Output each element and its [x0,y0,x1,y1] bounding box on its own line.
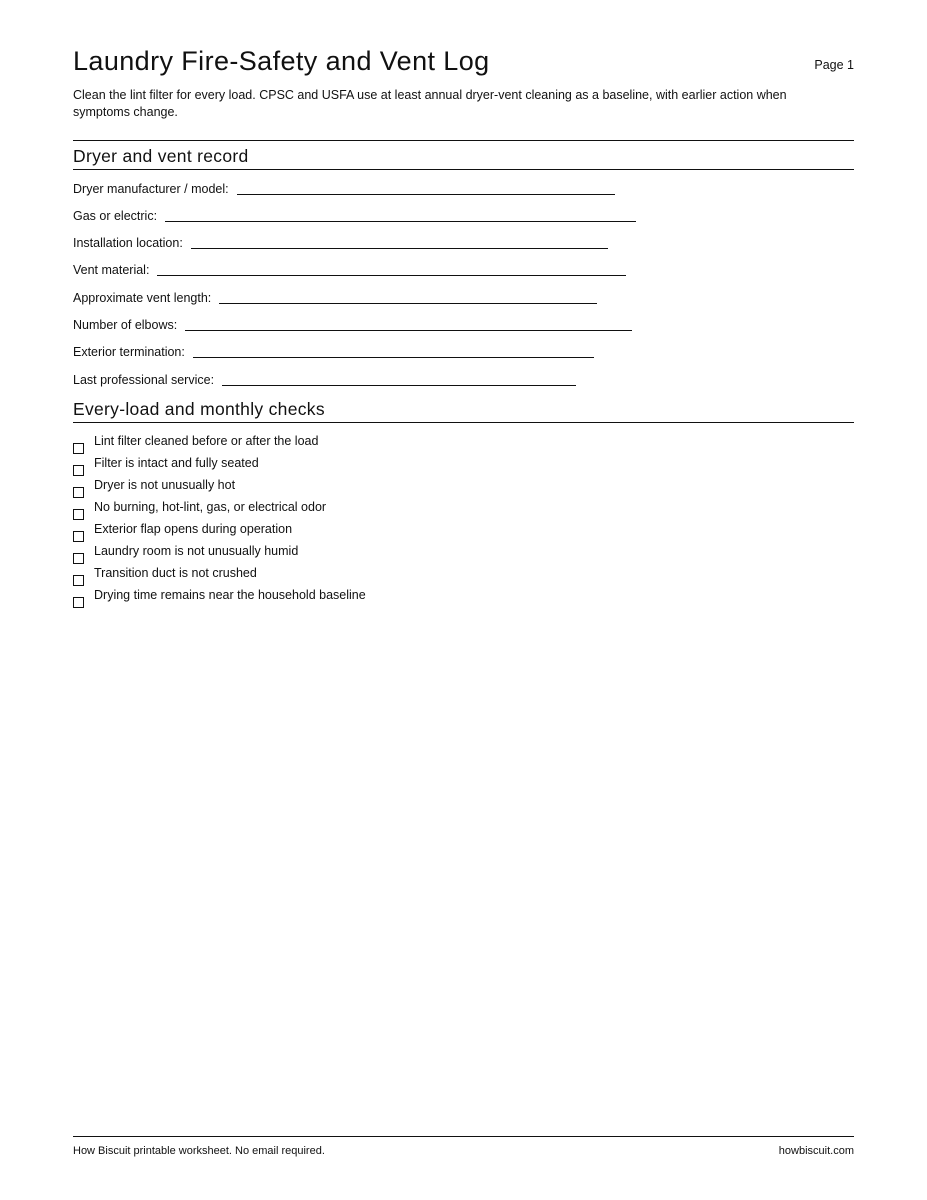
checklist-item [73,477,573,499]
checklist-item-label: Dryer is not unusually hot [94,478,236,492]
dryer-model-input-line[interactable] [237,180,615,195]
checklist-item [73,433,573,455]
field-elbows [73,313,632,333]
installation-location-input-line[interactable] [191,234,608,249]
field-installation-location [73,231,608,251]
checklist-item-label: Lint filter cleaned before or after the load [94,434,319,448]
checklist-item-label: Transition duct is not crushed [94,566,257,580]
field-label: Last professional service: [73,373,215,387]
checklist-item-label: Drying time remains near the household baseline [94,588,366,602]
checklist-item-label: Laundry room is not unusually humid [94,544,299,558]
section-title-checks: Every-load and monthly checks [73,399,325,419]
checkbox[interactable] [73,575,84,586]
worksheet-page [73,0,854,1200]
field-vent-material [73,258,626,278]
checkbox[interactable] [73,531,84,542]
page-header [73,46,854,86]
field-label: Approximate vent length: [73,291,212,305]
intro-text: Clean the lint filter for every load. CPSC and USFA use at least annual dryer-vent cleaning as a baseline, with earlier action when symptoms change. [73,88,787,119]
header-divider [73,140,854,141]
checkbox[interactable] [73,487,84,498]
page-title: Laundry Fire-Safety and Vent Log [73,46,490,76]
field-exterior-termination [73,340,594,360]
checkbox[interactable] [73,443,84,454]
checklist-item [73,587,573,609]
field-label: Installation location: [73,236,183,250]
fuel-type-input-line[interactable] [165,207,636,222]
section-header-checks [73,398,854,423]
checklist-item [73,499,573,521]
vent-length-input-line[interactable] [219,289,597,304]
checklist-item [73,455,573,477]
field-dryer-model [73,177,615,197]
section-header-record [73,145,854,170]
checkbox[interactable] [73,509,84,520]
exterior-termination-input-line[interactable] [193,343,594,358]
checklist-item-label: No burning, hot-lint, gas, or electrical odor [94,500,327,514]
field-label: Dryer manufacturer / model: [73,182,229,196]
field-fuel-type [73,204,636,224]
section-title-record: Dryer and vent record [73,146,249,166]
field-last-service [73,368,576,388]
footer-site-link[interactable]: howbiscuit.com [778,1145,854,1157]
field-vent-length [73,286,597,306]
page-number: Page 1 [814,58,854,72]
field-label: Gas or electric: [73,209,158,223]
checklist-item-label: Exterior flap opens during operation [94,522,293,536]
elbows-input-line[interactable] [185,316,632,331]
checkbox[interactable] [73,553,84,564]
footer-note: How Biscuit printable worksheet. No email required. [73,1145,325,1157]
footer-divider [73,1136,854,1137]
checklist-item-label: Filter is intact and fully seated [94,456,259,470]
vent-material-input-line[interactable] [157,261,626,276]
last-service-input-line[interactable] [222,371,576,386]
field-label: Number of elbows: [73,318,178,332]
checkbox[interactable] [73,597,84,608]
field-label: Exterior termination: [73,345,185,359]
checklist-item [73,565,573,587]
checkbox[interactable] [73,465,84,476]
checklist-item [73,543,573,565]
checklist-item [73,521,573,543]
field-label: Vent material: [73,263,150,277]
